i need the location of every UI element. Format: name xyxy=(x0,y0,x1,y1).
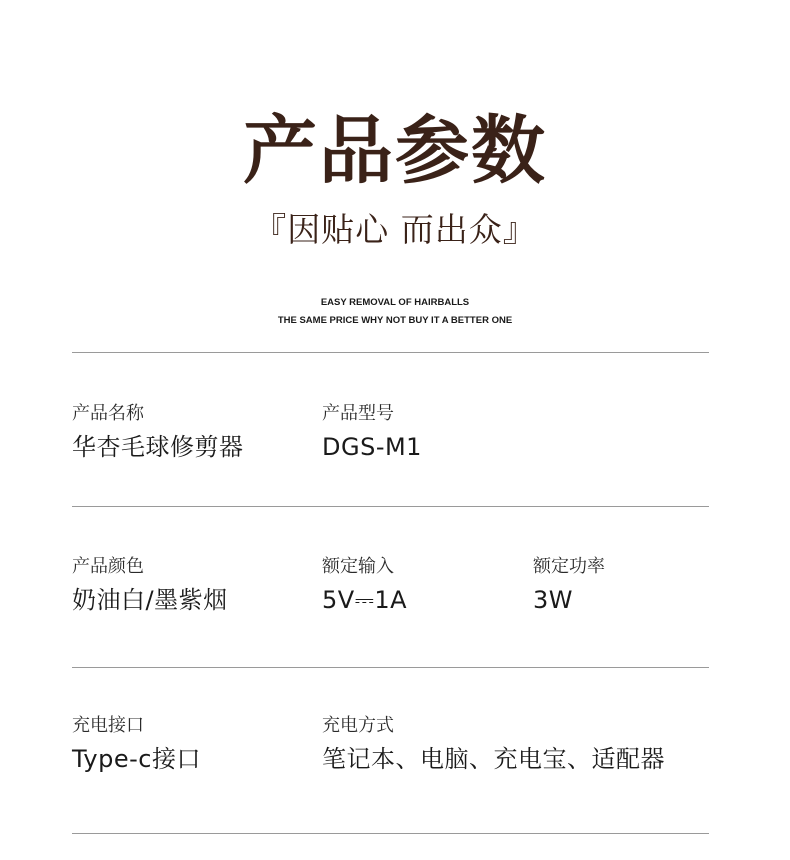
spec-charging-port xyxy=(72,714,201,776)
tagline-line-1: EASY REMOVAL OF HAIRBALLS xyxy=(320,297,470,308)
spec-product-name xyxy=(72,402,244,464)
divider xyxy=(72,667,709,668)
spec-rated-input xyxy=(322,555,407,617)
spec-value: 华杏毛球修剪器 xyxy=(72,433,244,461)
divider xyxy=(72,352,709,353)
spec-label: 充电方式 xyxy=(322,715,394,736)
spec-label: 额定输入 xyxy=(322,556,394,577)
spec-rated-power xyxy=(533,555,605,617)
spec-label: 产品名称 xyxy=(72,403,144,424)
spec-label: 充电接口 xyxy=(72,715,144,736)
spec-value: 5V⎓1A xyxy=(322,586,408,614)
spec-label: 产品颜色 xyxy=(72,556,144,577)
divider xyxy=(72,833,709,834)
spec-value: DGS-M1 xyxy=(322,433,422,461)
divider xyxy=(72,506,709,507)
spec-charging-method xyxy=(322,714,665,776)
tagline-line-2: THE SAME PRICE WHY NOT BUY IT A BETTER ONE xyxy=(277,315,513,326)
spec-label: 产品型号 xyxy=(322,403,394,424)
page-title: 产品参数 xyxy=(243,108,547,194)
spec-label: 额定功率 xyxy=(533,556,605,577)
page-subtitle: 『因贴心 而出众』 xyxy=(253,210,537,249)
spec-value: 3W xyxy=(533,586,573,614)
spec-product-model xyxy=(322,402,422,464)
spec-value: 笔记本、电脑、充电宝、适配器 xyxy=(322,745,665,773)
spec-product-color xyxy=(72,555,228,617)
spec-value: 奶油白/墨紫烟 xyxy=(72,586,228,614)
spec-value: Type-c接口 xyxy=(72,745,201,773)
